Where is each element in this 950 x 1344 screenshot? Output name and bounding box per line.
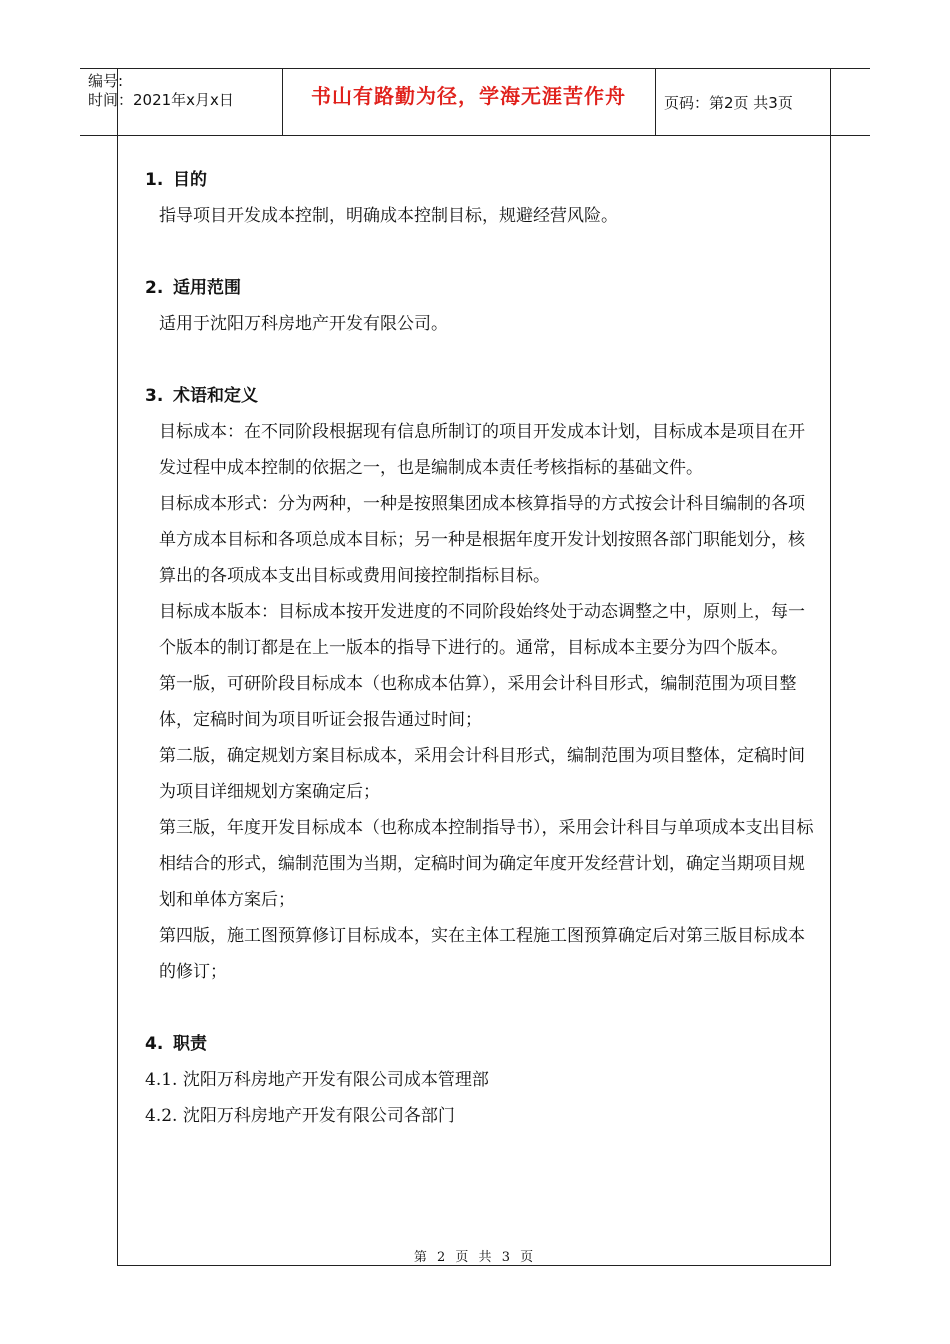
paragraph: 第三版，年度开发目标成本（也称成本控制指导书），采用会计科目与单项成本支出目标相结合的形式，编制范围为当期，定稿时间为确定年度开发经营计划，确定当期项目规划和单体方案后； [159,818,814,910]
number-label: 编号: [88,72,124,90]
section-title: 3. 术语和定义 [145,386,258,406]
paragraph: 第二版，确定规划方案目标成本，采用会计科目形式，编制范围为项目整体，定稿时间为项目详细规划方案确定后； [159,746,805,802]
paragraph: 第一版，可研阶段目标成本（也称成本估算），采用会计科目形式，编制范围为项目整体，定稿时间为项目听证会报告通过时间； [159,674,797,730]
list-item: 4.2. 沈阳万科房地产开发有限公司各部门 [145,1106,455,1126]
paragraph: 目标成本版本：目标成本按开发进度的不同阶段始终处于动态调整之中，原则上，每一个版本的制订都是在上一版本的指导下进行的。通常，目标成本主要分为四个版本。 [159,602,805,658]
section-title: 1. 目的 [145,170,207,190]
paragraph: 第四版，施工图预算修订目标成本，实在主体工程施工图预算确定后对第三版目标成本的修订； [159,926,805,982]
header-motto: 书山有路勤为径，学海无涯苦作舟 [311,84,626,108]
paragraph: 适用于沈阳万科房地产开发有限公司。 [159,314,448,334]
paragraph: 指导项目开发成本控制，明确成本控制目标，规避经营风险。 [159,206,618,226]
header-left [88,72,234,110]
paragraph: 目标成本形式：分为两种，一种是按照集团成本核算指导的方式按会计科目编制的各项单方成本目标和各项总成本目标；另一种是根据年度开发计划按照各部门职能划分，核算出的各项成本支出目标或费用间接控制指标目标。 [159,494,805,586]
section-title: 2. 适用范围 [145,278,241,298]
document-body [145,162,820,1134]
section-title: 4. 职责 [145,1034,207,1054]
time-label: 时间：2021年x月x日 [88,91,234,109]
list-item: 4.1. 沈阳万科房地产开发有限公司成本管理部 [145,1070,489,1090]
paragraph: 目标成本：在不同阶段根据现有信息所制订的项目开发成本计划，目标成本是项目在开发过程中成本控制的依据之一，也是编制成本责任考核指标的基础文件。 [159,422,805,478]
page-footer: 第 2 页 共 3 页 [413,1250,537,1265]
header-page-label: 页码：第2页 共3页 [664,94,793,112]
